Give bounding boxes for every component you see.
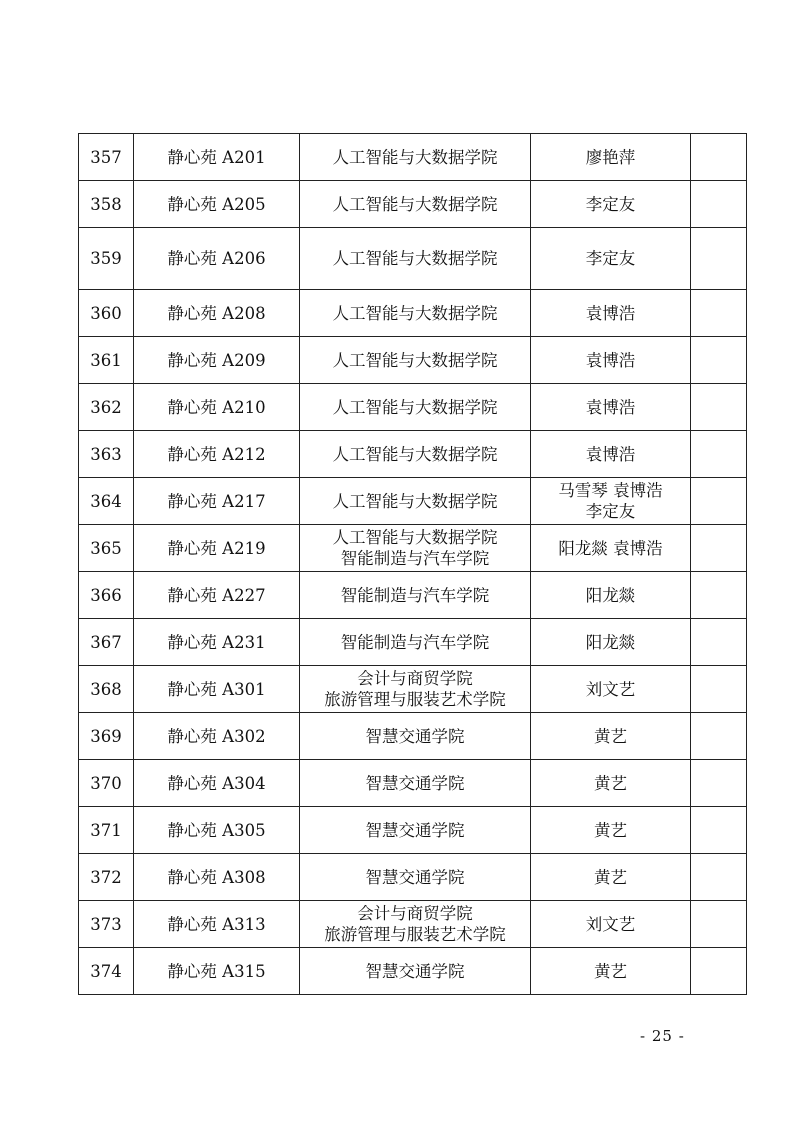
cell-college xyxy=(300,384,531,431)
cell-college-line: 智能制造与汽车学院 xyxy=(340,632,490,652)
cell-room: 静心苑 A206 xyxy=(134,228,300,290)
cell-college xyxy=(300,901,531,948)
cell-college xyxy=(300,666,531,713)
cell-number: 358 xyxy=(79,181,134,228)
cell-person xyxy=(531,713,691,760)
cell-note xyxy=(691,619,747,666)
cell-room: 静心苑 A217 xyxy=(134,478,300,525)
cell-room: 静心苑 A304 xyxy=(134,760,300,807)
cell-person-line: 袁博浩 xyxy=(585,397,636,417)
cell-college xyxy=(300,760,531,807)
table-row xyxy=(79,134,747,181)
cell-number: 359 xyxy=(79,228,134,290)
cell-college-line: 人工智能与大数据学院 xyxy=(332,194,498,214)
cell-note xyxy=(691,134,747,181)
cell-number: 357 xyxy=(79,134,134,181)
cell-college-line: 旅游管理与服装艺术学院 xyxy=(324,690,506,709)
cell-room: 静心苑 A305 xyxy=(134,807,300,854)
table-row xyxy=(79,525,747,572)
table-row xyxy=(79,948,747,995)
cell-note xyxy=(691,228,747,290)
cell-person-line: 李定友 xyxy=(585,194,636,214)
cell-college xyxy=(300,525,531,572)
cell-college-line: 人工智能与大数据学院 xyxy=(332,147,498,167)
table-row xyxy=(79,181,747,228)
cell-person-line: 黄艺 xyxy=(594,773,627,793)
cell-college xyxy=(300,228,531,290)
cell-college xyxy=(300,478,531,525)
cell-college-line: 智能制造与汽车学院 xyxy=(340,549,490,568)
cell-note xyxy=(691,290,747,337)
cell-person-line: 阳龙燚 袁博浩 xyxy=(558,538,663,558)
cell-note xyxy=(691,478,747,525)
cell-college-line: 智慧交通学院 xyxy=(365,820,465,840)
table-row xyxy=(79,854,747,901)
cell-college-line: 人工智能与大数据学院 xyxy=(332,249,498,268)
table-row xyxy=(79,901,747,948)
cell-college xyxy=(300,572,531,619)
cell-person-line: 李定友 xyxy=(585,249,636,268)
cell-person-line: 刘文艺 xyxy=(585,914,636,934)
cell-college xyxy=(300,948,531,995)
table-row xyxy=(79,666,747,713)
table-row xyxy=(79,478,747,525)
cell-person-line: 黄艺 xyxy=(594,726,627,746)
cell-person xyxy=(531,854,691,901)
cell-number: 370 xyxy=(79,760,134,807)
cell-number: 362 xyxy=(79,384,134,431)
cell-room: 静心苑 A301 xyxy=(134,666,300,713)
cell-note xyxy=(691,807,747,854)
cell-room: 静心苑 A308 xyxy=(134,854,300,901)
cell-college-line: 人工智能与大数据学院 xyxy=(332,444,498,464)
cell-person xyxy=(531,901,691,948)
cell-room: 静心苑 A210 xyxy=(134,384,300,431)
cell-person xyxy=(531,228,691,290)
cell-number: 364 xyxy=(79,478,134,525)
cell-college-line: 人工智能与大数据学院 xyxy=(332,491,498,511)
cell-note xyxy=(691,713,747,760)
cell-college xyxy=(300,854,531,901)
cell-number: 371 xyxy=(79,807,134,854)
cell-note xyxy=(691,948,747,995)
cell-college xyxy=(300,290,531,337)
cell-college-line: 会计与商贸学院 xyxy=(357,669,473,688)
cell-room: 静心苑 A231 xyxy=(134,619,300,666)
cell-number: 373 xyxy=(79,901,134,948)
cell-college xyxy=(300,713,531,760)
cell-room: 静心苑 A315 xyxy=(134,948,300,995)
cell-college-line: 智慧交通学院 xyxy=(365,961,465,981)
cell-note xyxy=(691,854,747,901)
cell-person xyxy=(531,807,691,854)
table-row xyxy=(79,713,747,760)
cell-person xyxy=(531,948,691,995)
table-row xyxy=(79,807,747,854)
table-row xyxy=(79,337,747,384)
cell-room: 静心苑 A227 xyxy=(134,572,300,619)
cell-college-line: 旅游管理与服装艺术学院 xyxy=(324,925,506,944)
cell-note xyxy=(691,525,747,572)
cell-person xyxy=(531,384,691,431)
cell-note xyxy=(691,337,747,384)
cell-person-line: 黄艺 xyxy=(594,867,627,887)
page-number: - 25 - xyxy=(640,1027,685,1045)
cell-person xyxy=(531,619,691,666)
cell-number: 363 xyxy=(79,431,134,478)
cell-person-line: 黄艺 xyxy=(594,961,627,981)
cell-room: 静心苑 A219 xyxy=(134,525,300,572)
cell-note xyxy=(691,666,747,713)
cell-college-line: 人工智能与大数据学院 xyxy=(332,303,498,323)
cell-college-line: 智慧交通学院 xyxy=(365,867,465,887)
table-row xyxy=(79,760,747,807)
cell-note xyxy=(691,181,747,228)
cell-note xyxy=(691,901,747,948)
table-row xyxy=(79,572,747,619)
cell-room: 静心苑 A212 xyxy=(134,431,300,478)
cell-room: 静心苑 A313 xyxy=(134,901,300,948)
cell-college-line: 人工智能与大数据学院 xyxy=(332,397,498,417)
cell-college xyxy=(300,181,531,228)
cell-person-line: 黄艺 xyxy=(594,820,627,840)
cell-person-line: 袁博浩 xyxy=(585,303,636,323)
cell-person-line: 马雪琴 袁博浩 xyxy=(558,481,663,500)
cell-person xyxy=(531,290,691,337)
table-row xyxy=(79,384,747,431)
cell-college xyxy=(300,134,531,181)
cell-college-line: 智能制造与汽车学院 xyxy=(340,585,490,605)
cell-person xyxy=(531,337,691,384)
cell-note xyxy=(691,384,747,431)
cell-person xyxy=(531,478,691,525)
cell-person-line: 刘文艺 xyxy=(585,679,636,699)
cell-person-line: 阳龙燚 xyxy=(585,632,636,652)
cell-number: 368 xyxy=(79,666,134,713)
cell-person-line: 袁博浩 xyxy=(585,350,636,370)
cell-number: 361 xyxy=(79,337,134,384)
cell-person xyxy=(531,181,691,228)
cell-person-line: 袁博浩 xyxy=(585,444,636,464)
dormitory-assignment-table xyxy=(78,133,747,995)
cell-note xyxy=(691,431,747,478)
cell-person xyxy=(531,431,691,478)
table-row xyxy=(79,290,747,337)
table-body xyxy=(79,134,747,995)
cell-person xyxy=(531,666,691,713)
table-row xyxy=(79,431,747,478)
cell-person xyxy=(531,134,691,181)
cell-college-line: 人工智能与大数据学院 xyxy=(332,350,498,370)
cell-college xyxy=(300,337,531,384)
cell-number: 374 xyxy=(79,948,134,995)
cell-number: 372 xyxy=(79,854,134,901)
cell-college-line: 会计与商贸学院 xyxy=(357,904,473,923)
cell-room: 静心苑 A205 xyxy=(134,181,300,228)
cell-college xyxy=(300,431,531,478)
table-row xyxy=(79,228,747,290)
table-row xyxy=(79,619,747,666)
cell-note xyxy=(691,760,747,807)
cell-person xyxy=(531,525,691,572)
cell-college-line: 智慧交通学院 xyxy=(365,773,465,793)
cell-person-line: 廖艳萍 xyxy=(585,147,636,167)
cell-number: 366 xyxy=(79,572,134,619)
cell-note xyxy=(691,572,747,619)
cell-room: 静心苑 A209 xyxy=(134,337,300,384)
cell-number: 360 xyxy=(79,290,134,337)
cell-college-line: 人工智能与大数据学院 xyxy=(332,528,498,547)
cell-college xyxy=(300,807,531,854)
cell-college xyxy=(300,619,531,666)
cell-person-line: 李定友 xyxy=(585,502,636,521)
cell-person xyxy=(531,572,691,619)
cell-number: 367 xyxy=(79,619,134,666)
cell-room: 静心苑 A201 xyxy=(134,134,300,181)
cell-room: 静心苑 A302 xyxy=(134,713,300,760)
cell-room: 静心苑 A208 xyxy=(134,290,300,337)
cell-number: 369 xyxy=(79,713,134,760)
cell-number: 365 xyxy=(79,525,134,572)
cell-college-line: 智慧交通学院 xyxy=(365,726,465,746)
cell-person-line: 阳龙燚 xyxy=(585,585,636,605)
cell-person xyxy=(531,760,691,807)
